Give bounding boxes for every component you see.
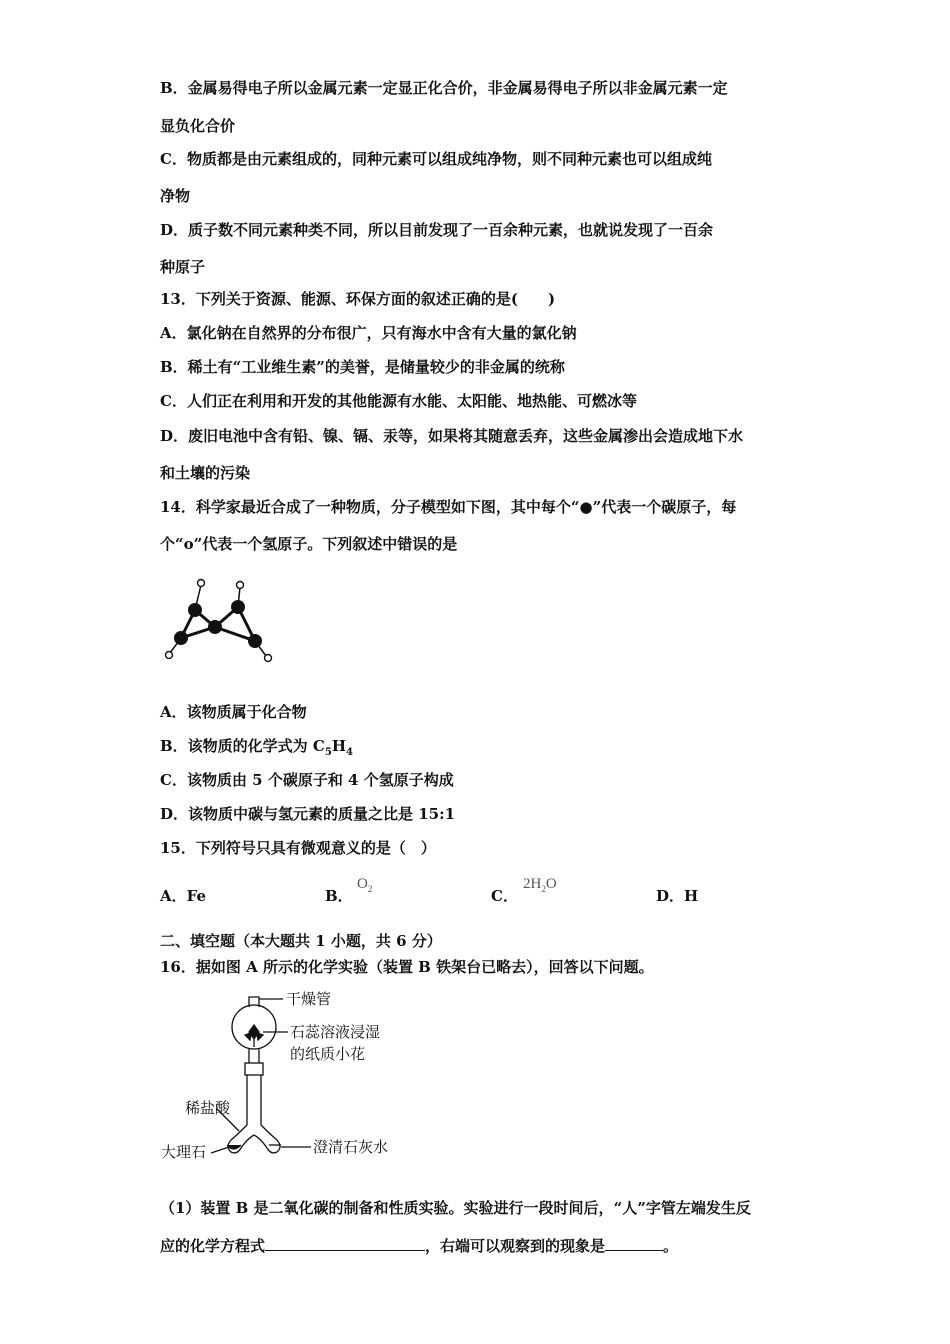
q13-option-d-line2: 和土壤的污染 bbox=[160, 464, 251, 482]
molecule-model-figure bbox=[158, 574, 282, 666]
q13-stem: 13．下列关于资源、能源、环保方面的叙述正确的是( ) bbox=[160, 290, 556, 308]
carbon-atom bbox=[248, 634, 262, 648]
answer-blank-equation[interactable] bbox=[265, 1236, 425, 1251]
q14-option-b: B．该物质的化学式为 $C_5H_4$ bbox=[160, 737, 353, 758]
q12-option-c-line1: C．物质都是由元素组成的，同种元素可以组成纯净物，则不同种元素也可以组成纯 bbox=[160, 150, 712, 168]
q13-option-c: C．人们正在利用和开发的其他能源有水能、太阳能、地热能、可燃冰等 bbox=[160, 392, 637, 410]
label-dilute-hcl: 稀盐酸 bbox=[185, 1099, 231, 1117]
q13-option-d-line1: D．废旧电池中含有铅、镍、镉、汞等，如果将其随意丢弃，这些金属渗出会造成地下水 bbox=[160, 427, 744, 445]
label-paper-flower-line1: 石蕊溶液浸湿 bbox=[290, 1023, 381, 1041]
q15-option-b-label: B． bbox=[325, 887, 353, 905]
carbon-atom bbox=[231, 600, 245, 614]
q16-part1-line1: （1）装置 B 是二氧化碳的制备和性质实验。实验进行一段时间后，“人”字管左端发生反 bbox=[160, 1199, 751, 1217]
q12-option-b-line1: B．金属易得电子所以金属元素一定显正化合价，非金属易得电子所以非金属元素一定 bbox=[160, 79, 728, 97]
hydrogen-atom bbox=[166, 652, 173, 659]
q15-option-a: A．Fe bbox=[160, 887, 207, 905]
q12-option-d-line1: D．质子数不同元素种类不同，所以目前发现了一百余种元素，也就说发现了一百余 bbox=[160, 221, 714, 239]
q16-part1-line2: 应的化学方程式 ，右端可以观察到的现象是 。 bbox=[160, 1237, 679, 1255]
q12-option-c-line2: 净物 bbox=[160, 187, 191, 205]
q14-option-c: C．该物质由 5 个碳原子和 4 个氢原子构成 bbox=[160, 771, 454, 789]
q15-stem: 15．下列符号只具有微观意义的是（ ） bbox=[160, 839, 436, 857]
q12-option-b-line2: 显负化合价 bbox=[160, 117, 236, 135]
label-drying-tube: 干燥管 bbox=[286, 990, 332, 1008]
apparatus-b-diagram bbox=[155, 985, 415, 1170]
q15-option-c-label: C． bbox=[491, 887, 518, 905]
carbon-atom bbox=[174, 631, 188, 645]
q14-option-a: A．该物质属于化合物 bbox=[160, 703, 307, 721]
answer-blank-phenomenon[interactable] bbox=[605, 1236, 663, 1251]
q15-option-c-formula: $2H_2O$ bbox=[523, 876, 557, 894]
q15-option-d: D．H bbox=[656, 887, 699, 905]
q14-stem-line2: 个“o”代表一个氢原子。下列叙述中错误的是 bbox=[160, 535, 458, 553]
q14-stem-line1: 14．科学家最近合成了一种物质，分子模型如下图，其中每个“●”代表一个碳原子，每 bbox=[160, 498, 737, 516]
q13-option-b: B．稀土有“工业维生素”的美誉，是储量较少的非金属的统称 bbox=[160, 358, 565, 376]
hydrogen-atom bbox=[265, 655, 272, 662]
carbon-atom bbox=[188, 603, 202, 617]
q12-option-d-line2: 种原子 bbox=[160, 258, 206, 276]
hydrogen-atom bbox=[198, 580, 205, 587]
carbon-atom bbox=[208, 620, 222, 634]
q15-option-b-formula: $O_2$ bbox=[357, 876, 373, 894]
hydrogen-atom bbox=[237, 582, 244, 589]
q14-option-d: D．该物质中碳与氢元素的质量之比是 15:1 bbox=[160, 805, 456, 823]
q16-stem: 16．据如图 A 所示的化学实验（装置 B 铁架台已略去），回答以下问题。 bbox=[160, 958, 654, 976]
label-paper-flower-line2: 的纸质小花 bbox=[290, 1045, 366, 1063]
q13-option-a: A．氯化钠在自然界的分布很广，只有海水中含有大量的氯化钠 bbox=[160, 324, 577, 342]
label-limewater: 澄清石灰水 bbox=[313, 1138, 389, 1156]
label-marble: 大理石 bbox=[161, 1143, 207, 1161]
section-heading: 二、填空题（本大题共 1 小题，共 6 分） bbox=[160, 932, 442, 950]
